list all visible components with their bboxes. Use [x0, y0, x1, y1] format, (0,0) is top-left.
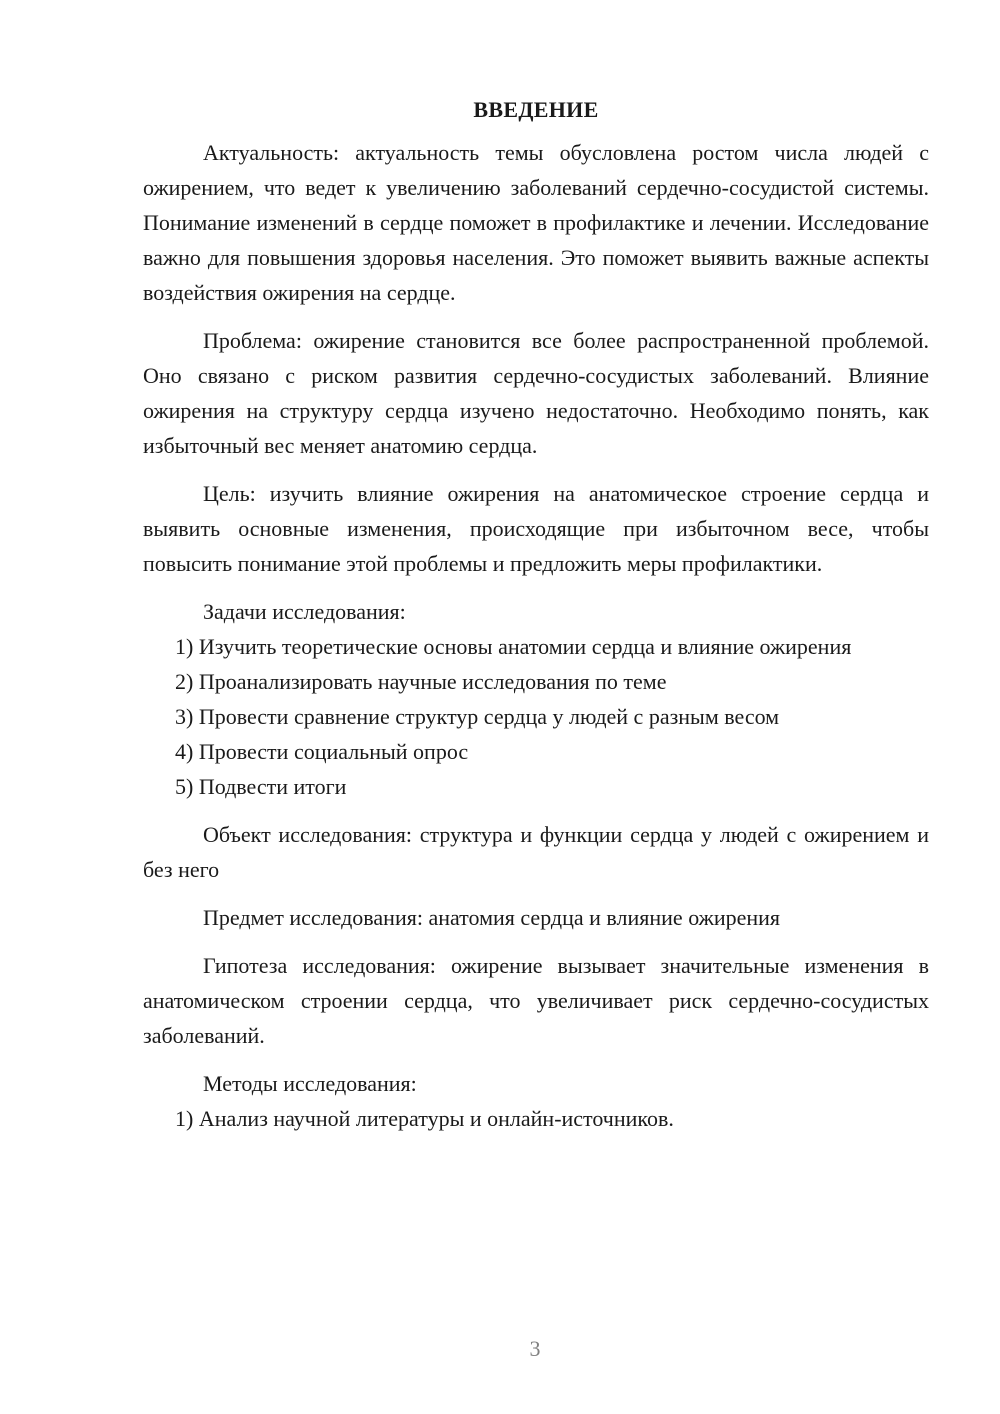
subject-paragraph: Предмет исследования: анатомия сердца и влияние ожирения	[203, 905, 781, 930]
task-item: 4) Провести социальный опрос	[175, 739, 469, 764]
task-item: 1) Изучить теоретические основы анатомии сердца и влияние ожирения	[175, 634, 852, 659]
page-content	[143, 95, 929, 1136]
tasks-heading: Задачи исследования:	[203, 599, 406, 624]
page-number: 3	[529, 1336, 541, 1361]
section-title: ВВЕДЕНИЕ	[473, 97, 599, 122]
task-item: 3) Провести сравнение структур сердца у людей с разным весом	[175, 704, 780, 729]
object-paragraph: Объект исследования: структура и функции сердца у людей с ожирением и без него	[143, 822, 929, 882]
task-item: 2) Проанализировать научные исследования по теме	[175, 669, 667, 694]
methods-heading: Методы исследования:	[203, 1071, 417, 1096]
relevance-paragraph: Актуальность: актуальность темы обусловлена ростом числа людей с ожирением, что ведет к увеличению заболеваний сердечно-сосудистой системы. Понимание изменений в сердце поможет в профилактике и лечении. Исследование важно для повышения здоровья населения. Это поможет выявить важные аспекты воздействия ожирения на сердце.	[143, 140, 929, 305]
task-item: 5) Подвести итоги	[175, 774, 347, 799]
problem-paragraph: Проблема: ожирение становится все более распространенной проблемой. Оно связано с риском развития сердечно-сосудистых заболеваний. Влияние ожирения на структуру сердца изучено недостаточно. Необходимо понять, как избыточный вес меняет анатомию сердца.	[143, 328, 929, 458]
goal-paragraph: Цель: изучить влияние ожирения на анатомическое строение сердца и выявить основные изменения, происходящие при избыточном весе, чтобы повысить понимание этой проблемы и предложить меры профилактики.	[143, 481, 929, 576]
method-item: 1) Анализ научной литературы и онлайн-источников.	[175, 1106, 674, 1131]
hypothesis-paragraph: Гипотеза исследования: ожирение вызывает значительные изменения в анатомическом строении сердца, что увеличивает риск сердечно-сосудистых заболеваний.	[143, 953, 929, 1048]
